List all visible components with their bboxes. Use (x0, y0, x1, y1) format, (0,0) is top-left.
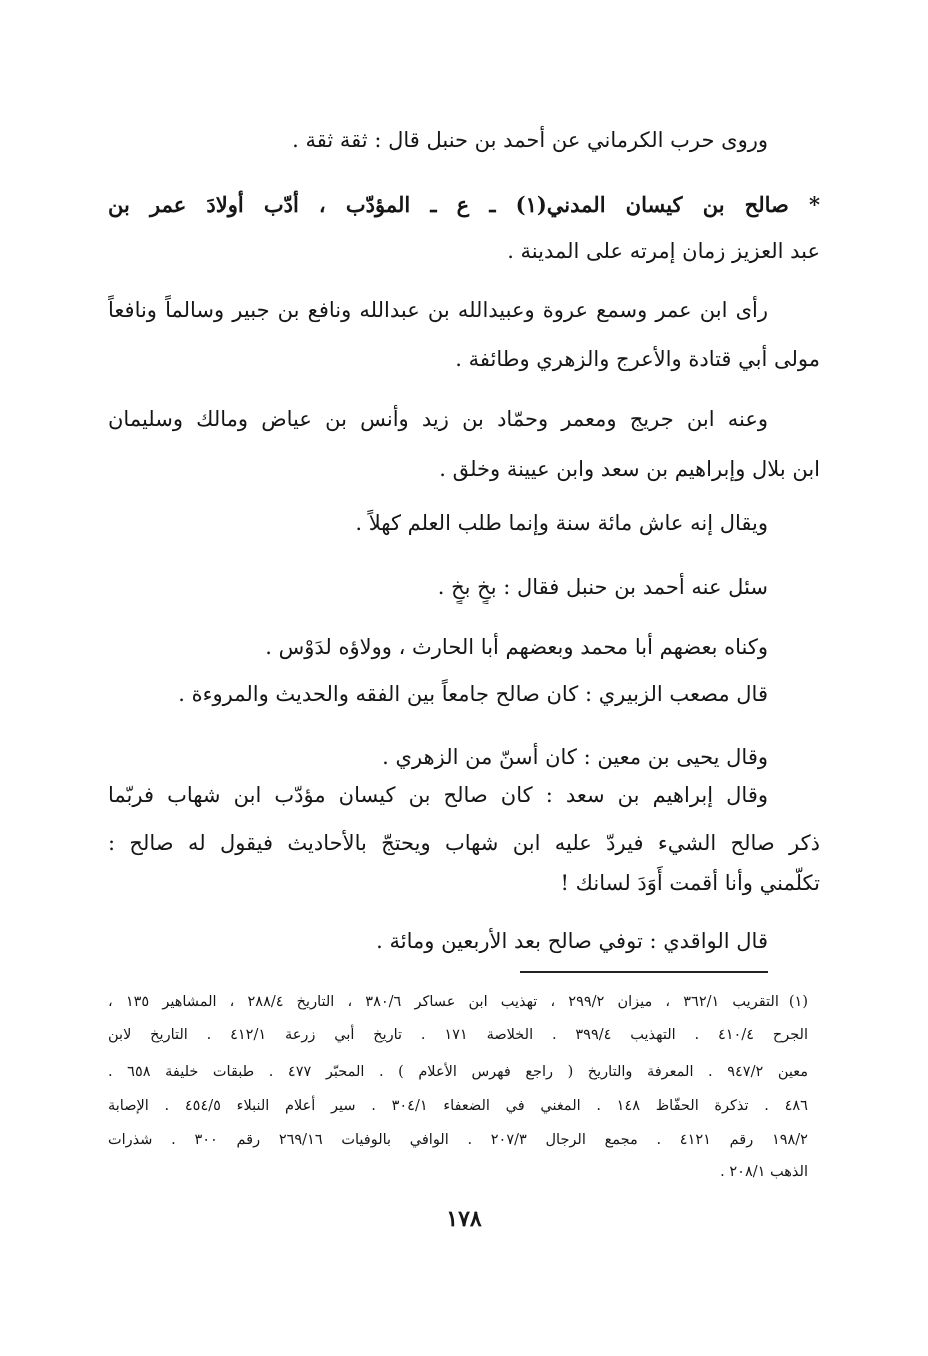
body-line-1: وروى حرب الكرماني عن أحمد بن حنبل قال : ثقة ثقة . (292, 128, 768, 152)
body-line-11: قال مصعب الزبيري : كان صالح جامعاً بين الفقه والحديث والمروءة . (178, 682, 768, 706)
body-line-10: وكناه بعضهم أبا محمد وبعضهم أبا الحارث ، وولاؤه لدَوْس . (265, 635, 768, 659)
footnote-line-5: ١٩٨/٢ رقم ٤١٢١ . مجمع الرجال ٢٠٧/٣ . الوافي بالوفيات ٢٦٩/١٦ رقم ٣٠٠ . شذرات (108, 1132, 808, 1148)
body-line-3: عبد العزيز زمان إمرته على المدينة . (507, 239, 820, 263)
body-line-5: مولى أبي قتادة والأعرج والزهري وطائفة . (455, 347, 820, 371)
page-number: ١٧٨ (446, 1206, 482, 1232)
footnote-line-4: ٤٨٦ . تذكرة الحفّاظ ١٤٨ . المغني في الضعفاء ٣٠٤/١ . سير أعلام النبلاء ٤٥٤/٥ . الإصابة (108, 1098, 808, 1114)
footnote-text-1: التقريب ٣٦٢/١ ، ميزان ٢٩٩/٢ ، تهذيب ابن عساكر ٣٨٠/٦ ، التاريخ ٢٨٨/٤ ، المشاهير ١٣٥ ، (108, 994, 779, 1010)
body-line-4: رأى ابن عمر وسمع عروة وعبيدالله بن عبدالله ونافع بن جبير وسالماً ونافعاً (108, 298, 768, 322)
biography-heading-line: * صالح بن كيسان المدني(١) ـ ع ـ المؤدّب ، أدّب أولادَ عمر بن (108, 192, 820, 217)
body-line-7: ابن بلال وإبراهيم بن سعد وابن عيينة وخلق . (439, 457, 820, 481)
footnote-line-6: الذهب ٢٠٨/١ . (720, 1164, 808, 1180)
body-line-8: ويقال إنه عاش مائة سنة وإنما طلب العلم كهلاً . (355, 511, 768, 535)
body-line-13: وقال إبراهيم بن سعد : كان صالح بن كيسان مؤدّب ابن شهاب فربّما (108, 783, 768, 807)
footnote-line-1 (108, 990, 808, 1014)
body-line-16: قال الواقدي : توفي صالح بعد الأربعين ومائة . (376, 929, 768, 953)
body-line-6: وعنه ابن جريج ومعمر وحمّاد بن زيد وأنس بن عياض ومالك وسليمان (108, 407, 768, 431)
body-line-12: وقال يحيى بن معين : كان أسنّ من الزهري . (382, 745, 768, 769)
body-line-9: سئل عنه أحمد بن حنبل فقال : بخٍ بخٍ . (437, 575, 768, 599)
footnote-separator (520, 971, 768, 973)
footnote-mark: (١) (788, 994, 808, 1010)
body-line-14: ذكر صالح الشيء فيردّ عليه ابن شهاب ويحتجّ بالأحاديث فيقول له صالح : (108, 831, 820, 855)
footnote-line-2: الجرح ٤١٠/٤ . التهذيب ٣٩٩/٤ . الخلاصة ١٧١ . تاريخ أبي زرعة ٤١٢/١ . التاريخ لابن (108, 1027, 808, 1043)
body-line-15: تكلّمني وأنا أقمت أَوَدَ لسانك ! (560, 871, 820, 895)
footnote-line-3: معين ٩٤٧/٢ . المعرفة والتاريخ ( راجع فهرس الأعلام ) . المحبّر ٤٧٧ . طبقات خليفة ٦٥٨ . (108, 1064, 808, 1080)
